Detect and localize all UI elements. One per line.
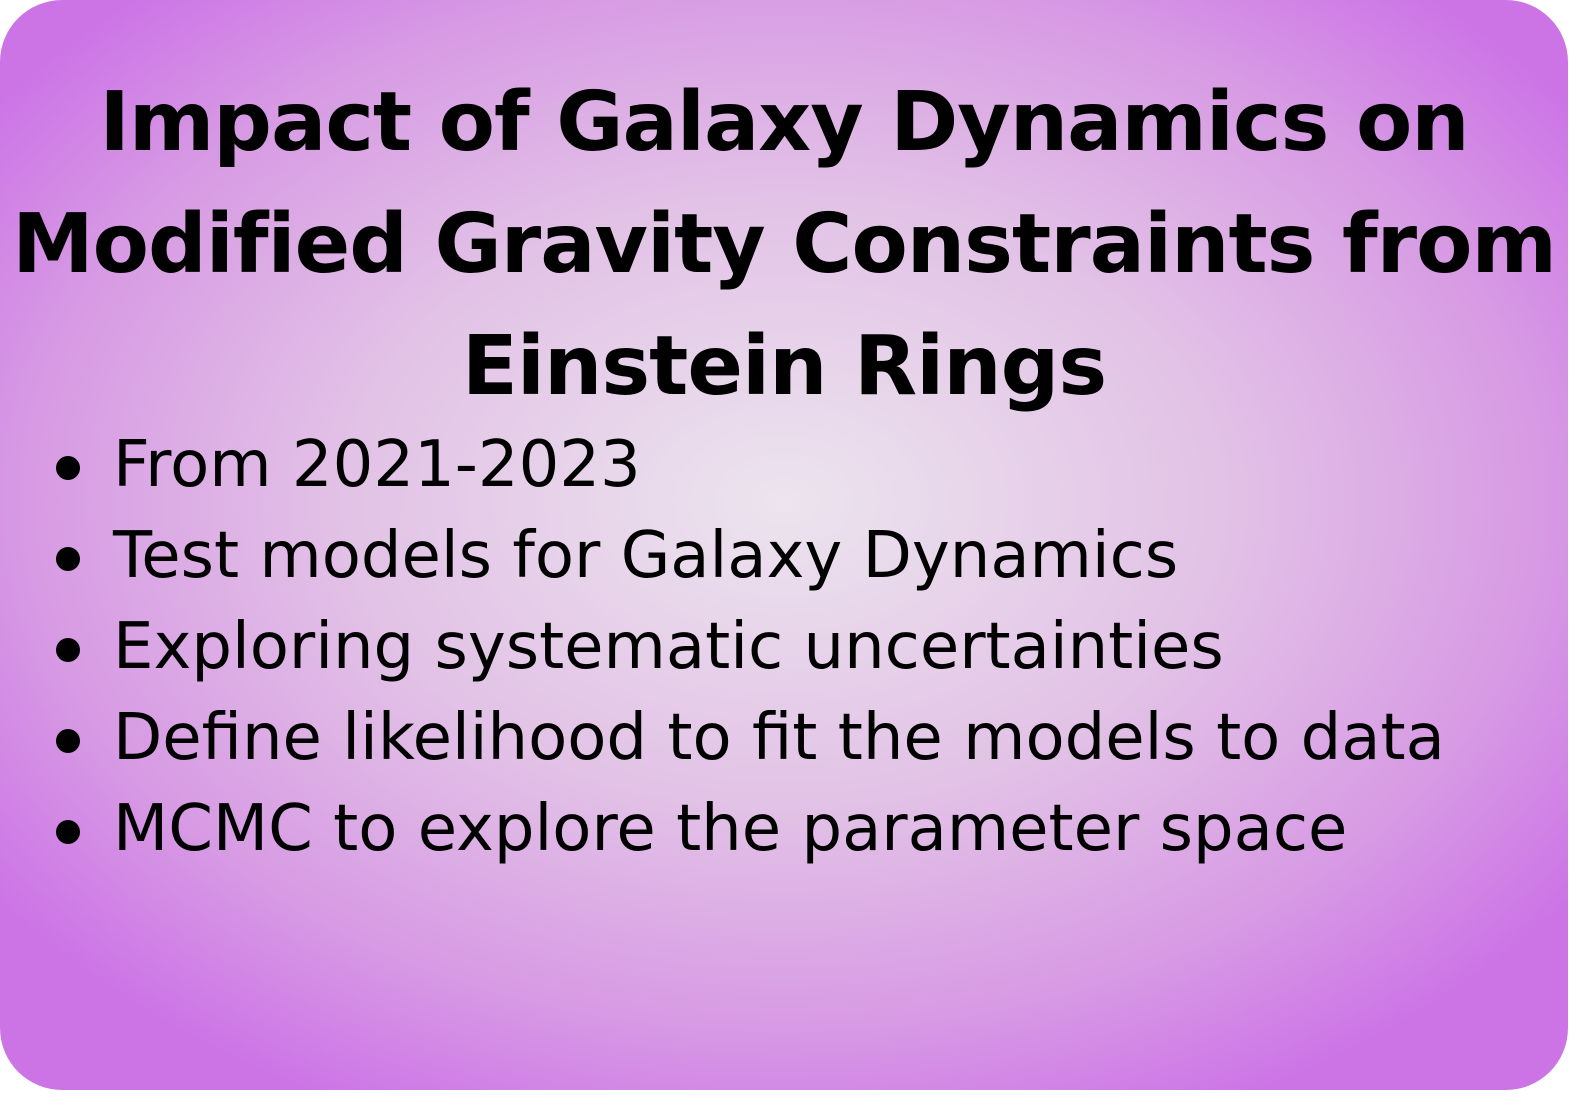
bullet-dot-icon <box>56 729 80 753</box>
bullet-text: Define likelihood to fit the models to data <box>113 701 1445 775</box>
bullet-item <box>56 602 1445 693</box>
bullet-item <box>56 511 1445 602</box>
slide-title <box>0 62 1568 428</box>
bullet-dot-icon <box>56 820 80 844</box>
bullet-text: Test models for Galaxy Dynamics <box>113 519 1179 593</box>
title-line: Einstein Rings <box>461 319 1107 414</box>
bullet-dot-icon <box>56 547 80 571</box>
bullet-item <box>56 420 1445 511</box>
bullet-item <box>56 693 1445 784</box>
bullet-item <box>56 784 1445 875</box>
bullet-text: MCMC to explore the parameter space <box>113 792 1348 866</box>
bullet-text: Exploring systematic uncertainties <box>113 610 1224 684</box>
bullet-text: From 2021-2023 <box>113 428 641 502</box>
title-line: Modified Gravity Constraints from <box>12 197 1556 292</box>
title-line: Impact of Galaxy Dynamics on <box>99 75 1469 170</box>
bullet-list <box>56 420 1445 875</box>
bullet-dot-icon <box>56 638 80 662</box>
bullet-dot-icon <box>56 456 80 480</box>
